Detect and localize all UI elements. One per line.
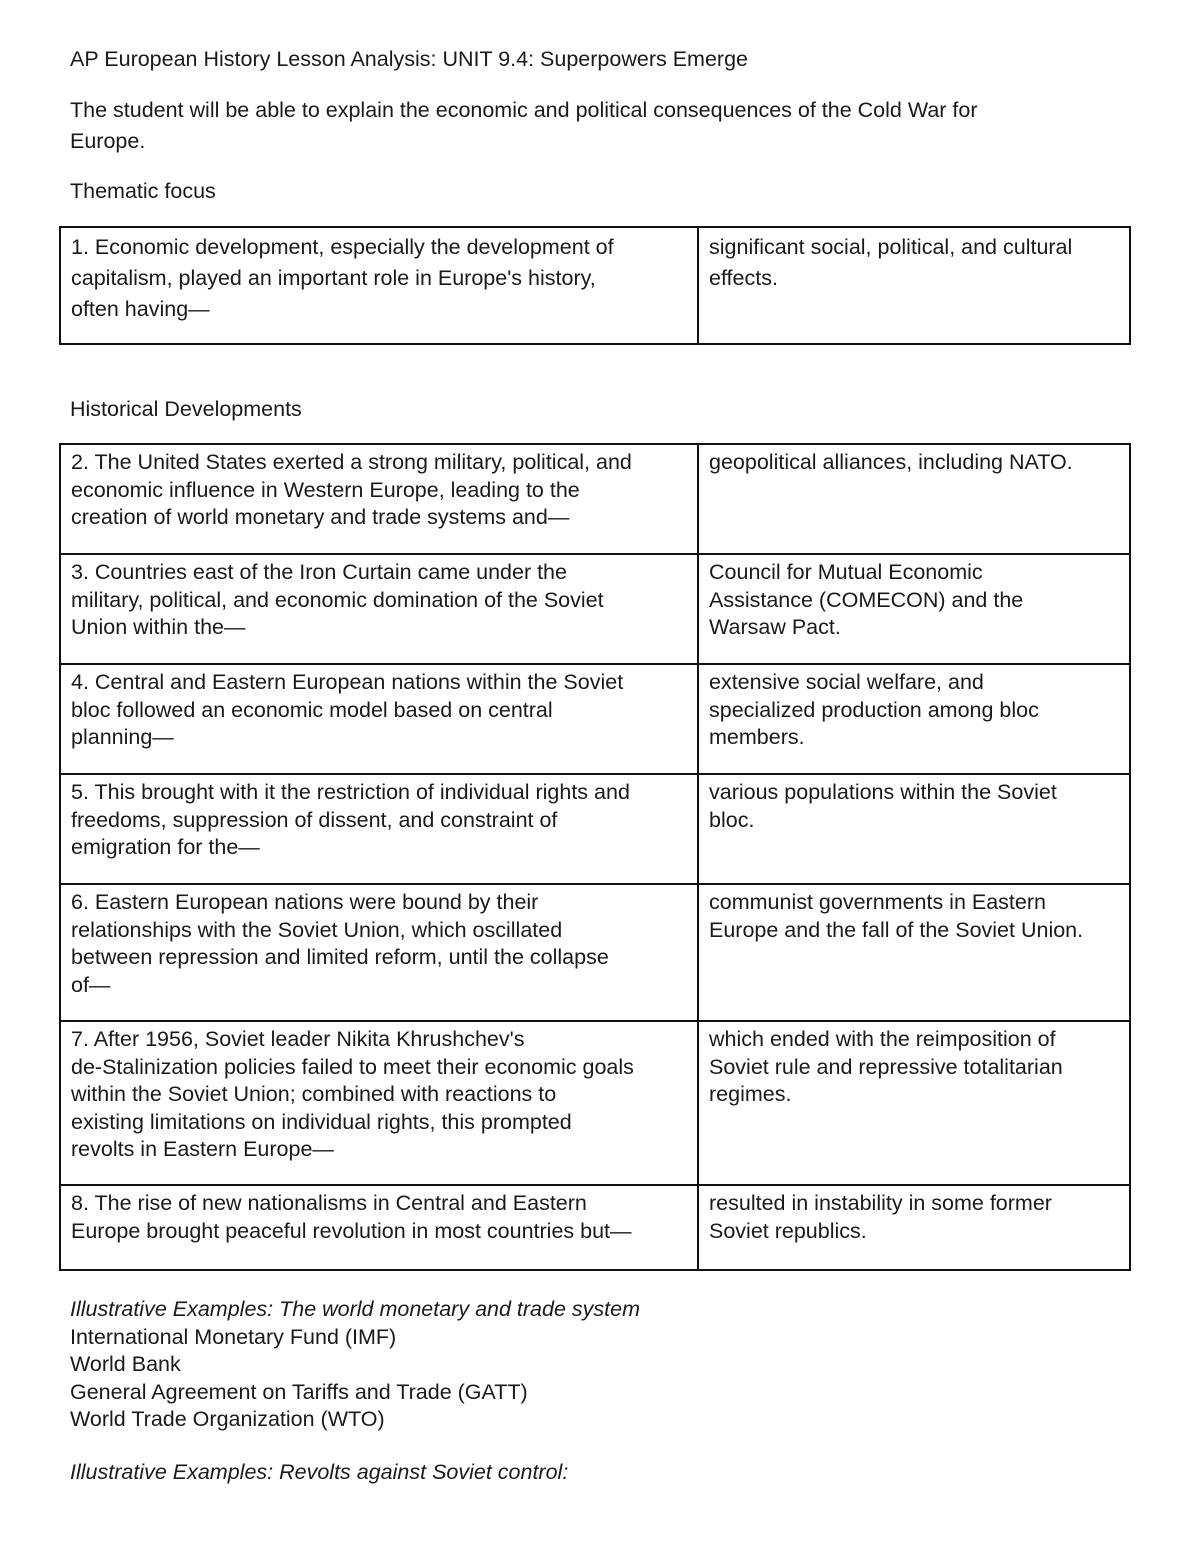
- historical-left-cell: 7. After 1956, Soviet leader Nikita Khrushchev's de-Stalinization policies failed to meet their economic goals within the Soviet Union; combined with reactions to existing limitations on individual rights, this prompted revolts in Eastern Europe—: [60, 1021, 698, 1185]
- historical-right-cell: various populations within the Soviet bloc.: [698, 774, 1130, 884]
- list-item: General Agreement on Tariffs and Trade (GATT): [70, 1379, 528, 1404]
- objective-line-2: Europe.: [70, 129, 146, 153]
- thematic-left-cell: 1. Economic development, especially the development of capitalism, played an important role in Europe's history, often having—: [60, 227, 698, 344]
- historical-heading: Historical Developments: [70, 397, 302, 421]
- table-row: [60, 1185, 1130, 1270]
- thematic-right-cell: significant social, political, and cultural effects.: [698, 227, 1130, 344]
- list-item: World Trade Organization (WTO): [70, 1407, 385, 1431]
- historical-right-cell: communist governments in Eastern Europe and the fall of the Soviet Union.: [698, 884, 1130, 1021]
- table-row: [60, 444, 1130, 554]
- historical-left-cell: 2. The United States exerted a strong military, political, and economic influence in Western Europe, leading to the creation of world monetary and trade systems and—: [60, 444, 698, 554]
- historical-left-cell: 8. The rise of new nationalisms in Central and Eastern Europe brought peaceful revolution in most countries but—: [60, 1185, 698, 1270]
- table-row: [60, 554, 1130, 664]
- thematic-heading: Thematic focus: [70, 179, 216, 203]
- thematic-table: [59, 226, 1131, 345]
- monetary-examples-heading: Illustrative Examples: The world monetary and trade system: [70, 1297, 640, 1321]
- list-item: International Monetary Fund (IMF): [70, 1324, 397, 1349]
- revolts-examples-heading: Illustrative Examples: Revolts against Soviet control:: [70, 1460, 569, 1484]
- historical-right-cell: geopolitical alliances, including NATO.: [698, 444, 1130, 554]
- table-row: [60, 884, 1130, 1021]
- historical-right-cell: Council for Mutual Economic Assistance (COMECON) and the Warsaw Pact.: [698, 554, 1130, 664]
- historical-left-cell: 6. Eastern European nations were bound by their relationships with the Soviet Union, which oscillated between repression and limited reform, until the collapse of—: [60, 884, 698, 1021]
- table-row: [60, 664, 1130, 774]
- table-row: [60, 1021, 1130, 1185]
- historical-left-cell: 4. Central and Eastern European nations within the Soviet bloc followed an economic model based on central planning—: [60, 664, 698, 774]
- objective-line-1: The student will be able to explain the economic and political consequences of the Cold War for: [70, 98, 978, 122]
- historical-table: [59, 443, 1131, 1271]
- historical-right-cell: extensive social welfare, and specialized production among bloc members.: [698, 664, 1130, 774]
- list-item: World Bank: [70, 1352, 181, 1376]
- historical-right-cell: resulted in instability in some former Soviet republics.: [698, 1185, 1130, 1270]
- table-row: [60, 774, 1130, 884]
- historical-right-cell: which ended with the reimposition of Soviet rule and repressive totalitarian regimes.: [698, 1021, 1130, 1185]
- historical-left-cell: 5. This brought with it the restriction of individual rights and freedoms, suppression of dissent, and constraint of emigration for the—: [60, 774, 698, 884]
- monetary-examples: [70, 1296, 640, 1434]
- historical-left-cell: 3. Countries east of the Iron Curtain came under the military, political, and economic domination of the Soviet Union within the—: [60, 554, 698, 664]
- table-row: [60, 227, 1130, 344]
- page-title: AP European History Lesson Analysis: UNIT 9.4: Superpowers Emerge: [70, 47, 748, 71]
